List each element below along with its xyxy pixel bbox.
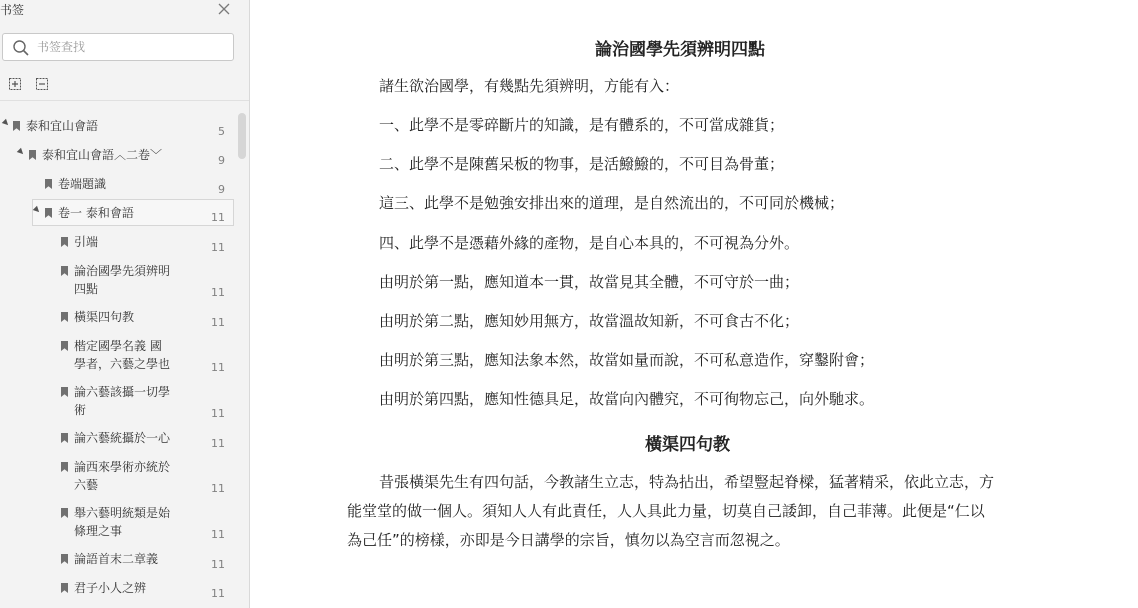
expand-triangle-icon[interactable] bbox=[2, 119, 10, 127]
bookmark-label: 論六藝統攝於一心 bbox=[74, 431, 171, 445]
paragraph-line: 二、此學不是陳舊呆板的物事，是活鱍鱍的，不可目為骨董； bbox=[379, 155, 785, 173]
bookmark-icon bbox=[61, 237, 68, 247]
page-number: 9 bbox=[218, 154, 225, 167]
section-heading: 論治國學先須辨明四點 bbox=[595, 40, 765, 60]
bookmark-label: 君子小人之辨 bbox=[74, 581, 147, 595]
bookmark-icon bbox=[61, 462, 68, 472]
bookmark-panel bbox=[0, 0, 250, 608]
bookmark-item[interactable] bbox=[0, 336, 236, 376]
bookmark-item[interactable] bbox=[0, 457, 236, 497]
bookmark-icon bbox=[13, 121, 20, 131]
bookmark-icon bbox=[61, 387, 68, 397]
bookmark-icon bbox=[61, 266, 68, 276]
bookmark-icon bbox=[61, 341, 68, 351]
bookmark-icon bbox=[29, 150, 36, 160]
bookmark-icon bbox=[61, 583, 68, 593]
page-number: 5 bbox=[218, 125, 225, 138]
bookmark-item[interactable] bbox=[0, 116, 236, 138]
page-number: 11 bbox=[211, 528, 225, 541]
bookmark-icon bbox=[61, 433, 68, 443]
toolbar-divider bbox=[0, 100, 249, 101]
bookmark-label: 論西來學術亦統於 六藝 bbox=[74, 460, 171, 492]
bookmark-label: 論治國學先須辨明 四點 bbox=[74, 264, 171, 296]
search-icon bbox=[12, 39, 30, 61]
page-number: 11 bbox=[211, 437, 225, 450]
expand-all-icon[interactable] bbox=[7, 76, 23, 92]
expand-triangle-icon[interactable] bbox=[17, 148, 25, 156]
paragraph-line: 四、此學不是憑藉外緣的產物，是自心本具的，不可視為分外。 bbox=[379, 234, 800, 252]
bookmark-icon bbox=[45, 208, 52, 218]
bookmark-item[interactable] bbox=[0, 232, 236, 254]
sidebar-scrollbar[interactable] bbox=[238, 113, 246, 159]
paragraph-line: 由明於第四點，應知性德具足，故當向內體究，不可徇物忘己，向外馳求。 bbox=[379, 390, 875, 408]
bookmark-item[interactable] bbox=[0, 382, 236, 422]
bookmark-label: 引端 bbox=[74, 235, 99, 249]
close-icon[interactable] bbox=[216, 1, 232, 17]
page-number: 9 bbox=[218, 183, 225, 196]
bookmark-label: 泰和宜山會語︿二卷﹀ bbox=[42, 148, 163, 162]
bookmark-label: 卷一 泰和會語 bbox=[58, 206, 134, 220]
page-number: 11 bbox=[211, 286, 225, 299]
bookmark-label: 舉六藝明統類是始 條理之事 bbox=[74, 506, 171, 538]
paragraph-line: 由明於第一點，應知道本一貫，故當見其全體，不可守於一曲； bbox=[379, 273, 800, 291]
section-heading: 橫渠四句教 bbox=[645, 435, 730, 455]
page-number: 11 bbox=[211, 558, 225, 571]
page-number: 11 bbox=[211, 211, 225, 224]
expand-triangle-icon[interactable] bbox=[33, 206, 41, 214]
bookmark-item-selected[interactable] bbox=[33, 200, 233, 225]
bookmark-search-input[interactable] bbox=[37, 38, 227, 56]
paragraph-line: 昔張橫渠先生有四句話，今教諸生立志，特為拈出，希望豎起脊樑，猛著精采，依此立志，方 bbox=[379, 473, 995, 491]
panel-title: 书签 bbox=[0, 3, 25, 17]
bookmark-label: 泰和宜山會語 bbox=[26, 119, 99, 133]
document-page bbox=[250, 0, 1138, 608]
bookmark-icon bbox=[61, 554, 68, 564]
bookmark-search-box[interactable] bbox=[2, 33, 234, 61]
collapse-all-icon[interactable] bbox=[34, 76, 50, 92]
bookmark-item[interactable] bbox=[0, 261, 236, 301]
bookmark-icon bbox=[45, 179, 52, 189]
paragraph-line: 一、此學不是零碎斷片的知識，是有體系的，不可當成雜貨； bbox=[379, 116, 785, 134]
bookmark-label: 論語首末二章義 bbox=[74, 552, 159, 566]
bookmark-item[interactable] bbox=[0, 145, 236, 167]
paragraph-line: 諸生欲治國學，有幾點先須辨明，方能有入： bbox=[379, 77, 680, 95]
page-number: 11 bbox=[211, 241, 225, 254]
paragraph-line: 能堂堂的做一個人。須知人人有此責任，人人具此力量，切莫自己諉卸，自己菲薄。此便是“仁以 bbox=[347, 502, 985, 520]
bookmark-item[interactable] bbox=[0, 549, 236, 571]
page-number: 11 bbox=[211, 407, 225, 420]
page-number: 11 bbox=[211, 316, 225, 329]
paragraph-line: 由明於第三點，應知法象本然，故當如量而說，不可私意造作，穿鑿附會； bbox=[379, 351, 875, 369]
bookmark-icon bbox=[61, 508, 68, 518]
bookmark-item[interactable] bbox=[0, 428, 236, 450]
paragraph-line: 由明於第二點，應知妙用無方，故當溫故知新，不可食古不化； bbox=[379, 312, 800, 330]
bookmark-item[interactable] bbox=[0, 174, 236, 196]
page-number: 11 bbox=[211, 482, 225, 495]
page-number: 11 bbox=[211, 587, 225, 600]
bookmark-item[interactable] bbox=[0, 503, 236, 543]
bookmark-label: 論六藝該攝一切學 術 bbox=[74, 385, 171, 417]
bookmark-icon bbox=[61, 312, 68, 322]
paragraph-line: 為己任”的榜樣，亦即是今日講學的宗旨，慎勿以為空言而忽視之。 bbox=[347, 531, 790, 549]
bookmark-label: 卷端題識 bbox=[58, 177, 107, 191]
bookmark-item[interactable] bbox=[0, 307, 236, 329]
bookmark-label: 楷定國學名義 國 學者，六藝之學也 bbox=[74, 339, 171, 371]
paragraph-line: 這三、此學不是勉強安排出來的道理，是自然流出的，不可同於機械； bbox=[379, 194, 845, 212]
page-number: 11 bbox=[211, 361, 225, 374]
bookmark-label: 橫渠四句教 bbox=[74, 310, 135, 324]
bookmark-item[interactable] bbox=[0, 578, 236, 600]
